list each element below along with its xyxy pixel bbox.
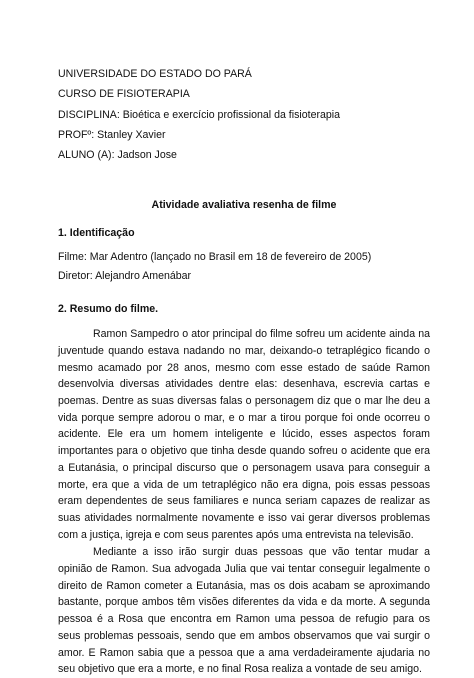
section-heading-summary: 2. Resumo do filme. (58, 303, 159, 316)
university-name: UNIVERSIDADE DO ESTADO DO PARÁ (58, 68, 252, 80)
section-heading-identification: 1. Identificação (58, 227, 135, 240)
professor-line: PROFº: Stanley Xavier (58, 128, 166, 141)
course-name: CURSO DE FISIOTERAPIA (58, 88, 190, 101)
document-title: Atividade avaliativa resenha de filme (151, 199, 337, 212)
summary-paragraph-2: Mediante a isso irão surgir duas pessoas que vão tentar mudar a opinião de Ramon. Sua advogada Julia que vai tentar conseguir legalmente o direito de Ramon cometer a Eutanásia, mas os dois acabam se aproximando bastante, porque ambos têm visões diferentes da vida e da morte. A segunda pessoa é a Rosa que encontra em Ramon uma pessoa de refugio para os seus problemas pessoais, sendo que em ambos observamos que vai surgir o amor. E Ramon sabia que a pessoa que a ama verdadeiramente ajudaria no seu objetivo que era a morte, e no final Rosa realiza a vontade de seu amigo. (58, 546, 430, 676)
director-line: Diretor: Alejandro Amenábar (58, 270, 192, 283)
film-line: Filme: Mar Adentro (lançado no Brasil em 18 de fevereiro de 2005) (58, 251, 372, 264)
student-line: ALUNO (A): Jadson Jose (58, 149, 177, 162)
summary-paragraph-1: Ramon Sampedro o ator principal do filme sofreu um acidente ainda na juventude quando estava nadando no mar, deixando-o tetraplégico ficando o mesmo acamado por 28 anos, mesmo com esse estado de saúde Ramon desenvolvia diversas atividades dentre elas: desenhava, escrevia cartas e poemas. Dentre as suas diversas falas o personagem diz que o mar lhe deu a vida porque sempre adorou o mar, e o mar a tirou porque foi onde ocorreu o acidente. Ele era um homem inteligente e lúcido, esses aspectos foram importantes para o objetivo que tinha desde quando sofreu o acidente que era a Eutanásia, o principal discurso que o personagem usava para conseguir a morte, era que a vida de um tetraplégico não era digna, pois essas pessoas eram dependentes de seus familiares e nunca seriam capazes de realizar as suas atividades normalmente novamente e isso vai gerar diversos problemas com a justiça, igreja e com seus parentes após uma entrevista na televisão. (58, 328, 430, 541)
discipline-line: DISCIPLINA: Bioética e exercício profissional da fisioterapia (58, 108, 341, 121)
